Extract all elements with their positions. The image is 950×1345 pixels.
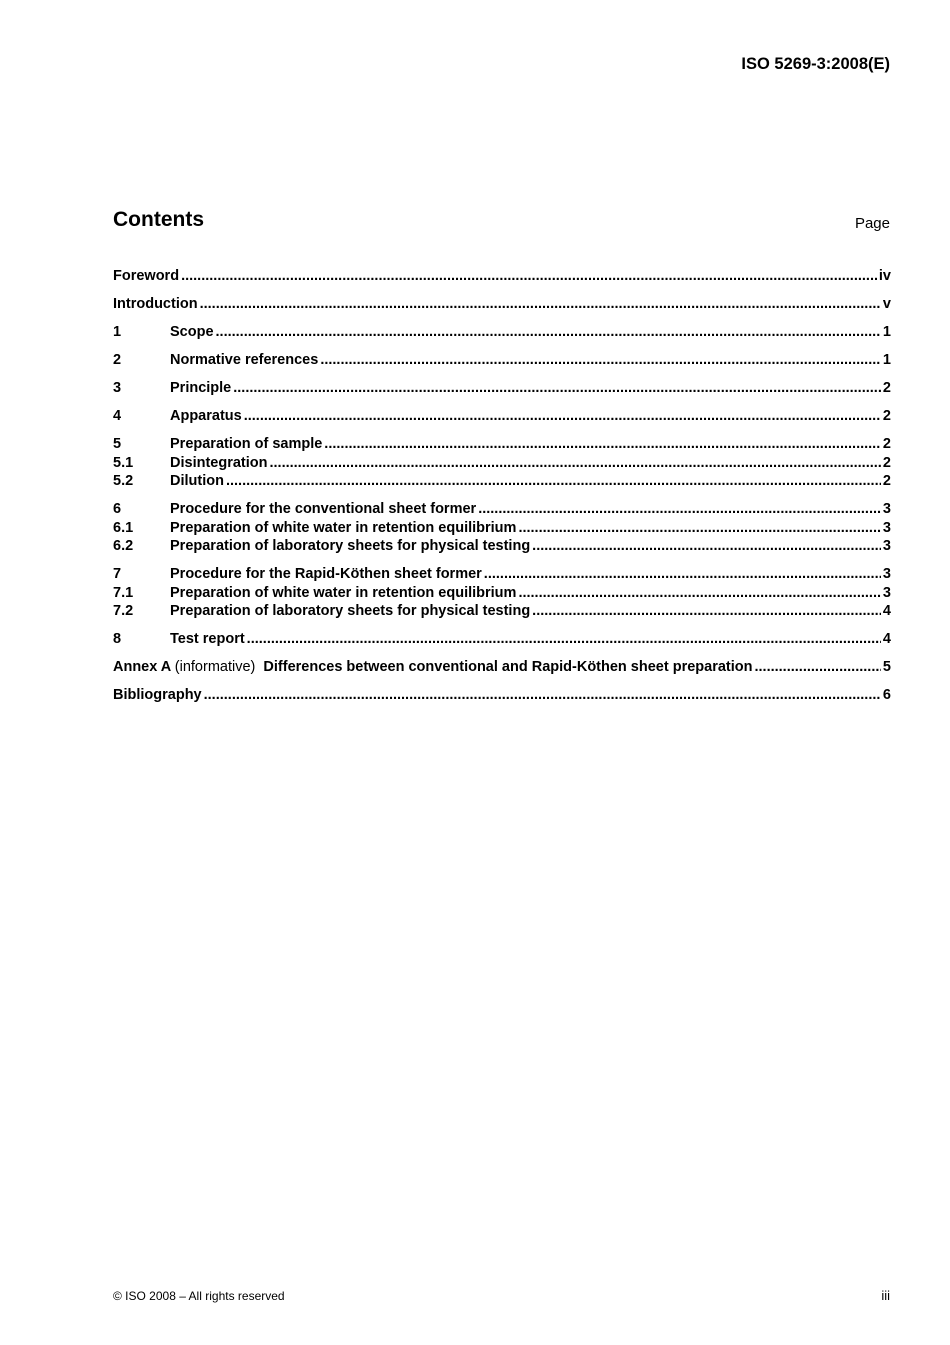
dot-leader (181, 267, 877, 286)
toc-entry[interactable] (113, 519, 891, 538)
toc-entry[interactable] (113, 658, 891, 677)
toc-entry[interactable] (113, 295, 891, 314)
toc-entry-page: 3 (882, 538, 891, 554)
toc-entry-title: Dilution (170, 473, 224, 489)
toc-entry-title: Preparation of white water in retention equilibrium (170, 519, 517, 536)
toc-entry-page: 2 (882, 436, 891, 452)
dot-leader (754, 658, 880, 677)
toc-entry[interactable] (113, 472, 891, 491)
annex-note: (informative) (174, 659, 256, 675)
toc-entry-page: 6 (882, 687, 891, 703)
dot-leader (233, 379, 881, 398)
toc-entry-title: Bibliography (113, 687, 202, 703)
toc-entry-number: 5 (113, 436, 122, 452)
toc-entry-title: Preparation of white water in retention equilibrium (170, 584, 517, 601)
toc-entry-number: 5.1 (113, 454, 134, 471)
toc-entry[interactable] (113, 630, 891, 649)
dot-leader (269, 454, 880, 473)
dot-leader (247, 630, 881, 649)
toc-entry-page: 4 (882, 603, 891, 619)
toc-entry[interactable] (113, 323, 891, 342)
toc-entry-number: 4 (113, 408, 122, 424)
document-id: ISO 5269-3:2008(E) (741, 55, 890, 73)
dot-leader (518, 584, 880, 603)
toc-entry-title: Apparatus (170, 408, 242, 424)
page-column-label: Page (854, 215, 890, 232)
toc-entry-title: Normative references (170, 352, 319, 368)
toc-entry-title: Preparation of laboratory sheets for physical testing (170, 603, 531, 619)
toc-entry-number: 7.2 (113, 603, 134, 619)
toc-entry[interactable] (113, 500, 891, 519)
footer-copyright: © ISO 2008 – All rights reserved (113, 1289, 285, 1303)
table-of-contents (113, 267, 891, 705)
dot-leader (244, 407, 881, 426)
toc-entry-title: Introduction (113, 296, 198, 312)
dot-leader (204, 686, 881, 705)
toc-entry[interactable] (113, 435, 891, 454)
toc-entry-page: 1 (882, 324, 891, 340)
toc-entry-number: 6.2 (113, 538, 134, 554)
toc-entry-number: 5.2 (113, 473, 134, 489)
toc-entry-title: Preparation of sample (170, 436, 323, 452)
toc-entry[interactable] (113, 584, 891, 603)
dot-leader (532, 537, 881, 556)
dot-leader (226, 472, 881, 491)
toc-entry-number: 7.1 (113, 584, 134, 601)
toc-entry-title: Preparation of laboratory sheets for physical testing (170, 538, 531, 554)
toc-entry[interactable] (113, 686, 891, 705)
dot-leader (518, 519, 880, 538)
toc-entry[interactable] (113, 407, 891, 426)
toc-entry[interactable] (113, 454, 891, 473)
toc-entry[interactable] (113, 351, 891, 370)
toc-entry-page: iv (878, 268, 891, 284)
toc-entry[interactable] (113, 565, 891, 584)
dot-leader (324, 435, 881, 454)
toc-entry-title (113, 658, 752, 677)
toc-entry[interactable] (113, 537, 891, 556)
toc-entry-page: 4 (882, 631, 891, 647)
toc-entry-page: 3 (882, 519, 891, 536)
toc-entry-number: 8 (113, 631, 122, 647)
toc-entry-page: 2 (882, 473, 891, 489)
toc-entry[interactable] (113, 602, 891, 621)
toc-entry-page: 2 (882, 408, 891, 424)
toc-entry-page: 3 (882, 584, 891, 601)
toc-entry-number: 6 (113, 501, 122, 517)
toc-entry-title: Procedure for the Rapid-Köthen sheet former (170, 566, 482, 582)
dot-leader (320, 351, 881, 370)
toc-entry-title: Principle (170, 380, 232, 396)
toc-entry-number: 2 (113, 352, 122, 368)
contents-title: Contents (113, 208, 204, 231)
toc-entry-page: 2 (882, 380, 891, 396)
annex-label: Annex A (113, 659, 171, 675)
dot-leader (484, 565, 881, 584)
toc-entry-page: 3 (882, 566, 891, 582)
toc-entry-number: 3 (113, 380, 122, 396)
toc-entry-page: 3 (882, 501, 891, 517)
toc-entry-number: 7 (113, 566, 122, 582)
toc-entry-number: 1 (113, 324, 122, 340)
toc-entry-page: 5 (882, 659, 891, 675)
toc-entry[interactable] (113, 379, 891, 398)
toc-entry-title: Disintegration (170, 454, 268, 471)
annex-title: Differences between conventional and Rapid-Köthen sheet preparation (263, 659, 753, 675)
toc-entry-title: Procedure for the conventional sheet former (170, 501, 477, 517)
toc-entry-title: Test report (170, 631, 245, 647)
dot-leader (216, 323, 881, 342)
toc-entry-title: Scope (170, 324, 214, 340)
dot-leader (478, 500, 881, 519)
dot-leader (532, 602, 881, 621)
toc-entry-title: Foreword (113, 268, 180, 284)
toc-entry[interactable] (113, 267, 891, 286)
toc-entry-number: 6.1 (113, 519, 134, 536)
toc-entry-page: 2 (882, 454, 891, 471)
footer-page-number: iii (881, 1288, 890, 1303)
toc-entry-page: v (882, 296, 891, 312)
dot-leader (200, 295, 881, 314)
toc-entry-page: 1 (882, 352, 891, 368)
